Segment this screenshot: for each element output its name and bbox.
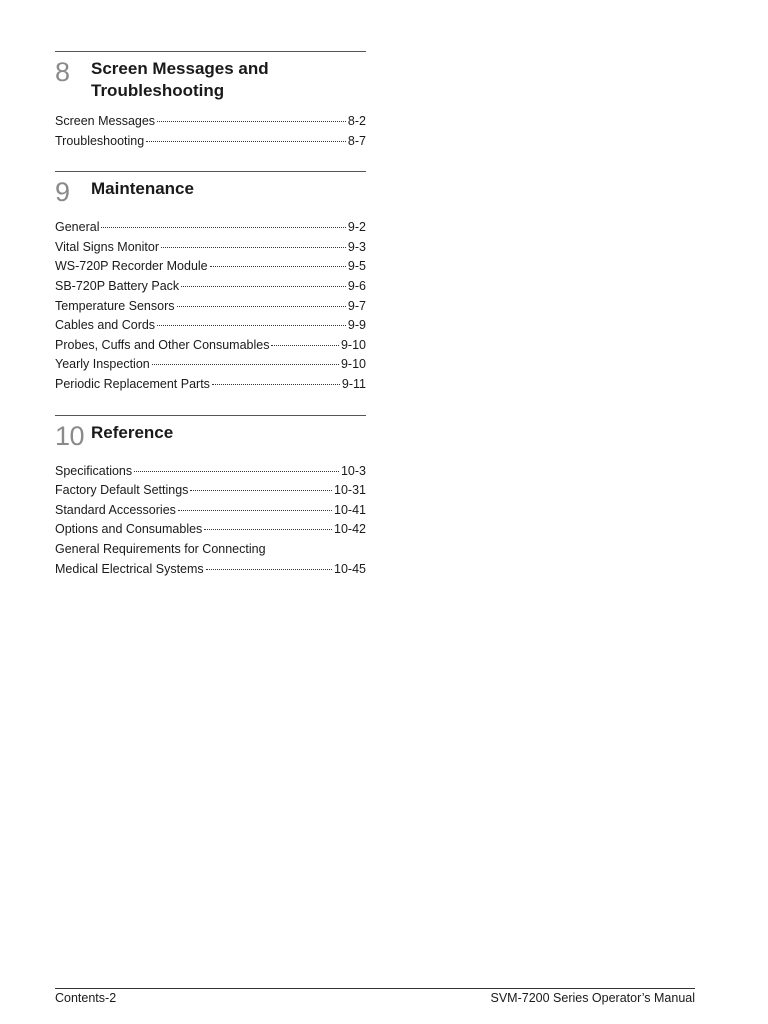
dot-leader [134, 471, 339, 472]
toc-entry-title: Specifications [55, 463, 133, 478]
chapter-number: 8 [55, 57, 70, 87]
chapter-heading [55, 176, 366, 208]
toc-entry-title: General Requirements for Connecting [55, 541, 266, 556]
footer-page-label: Contents-2 [55, 991, 117, 1005]
toc-entry-page: 9-5 [347, 259, 366, 274]
toc-entry-title: Troubleshooting [55, 133, 145, 148]
toc-entry-page: 10-41 [334, 502, 366, 517]
toc-entry[interactable] [55, 481, 366, 501]
toc-entry-multiline[interactable] [55, 540, 366, 579]
toc-entry-title: Yearly Inspection [55, 357, 150, 372]
chapter-divider [55, 415, 366, 416]
dot-leader [271, 345, 339, 346]
dot-leader [146, 141, 346, 142]
toc-entry-title: WS-720P Recorder Module [55, 259, 208, 274]
chapter-10 [55, 415, 366, 580]
toc-entry-page: 8-2 [347, 114, 366, 128]
toc-entry-title: SB-720P Battery Pack [55, 278, 180, 293]
chapter-number: 9 [55, 177, 70, 208]
chapter-heading [55, 420, 366, 452]
chapter-title-line: Troubleshooting [91, 81, 225, 100]
toc-entry-page: 10-42 [334, 522, 366, 537]
dot-leader [210, 266, 346, 267]
toc-entry-title: Standard Accessories [55, 502, 176, 517]
toc-entry-page: 8-7 [347, 133, 366, 148]
chapter-title-line: Screen Messages and [91, 59, 269, 78]
toc-entry-page: 10-31 [334, 483, 366, 498]
chapter-heading [55, 56, 366, 102]
toc-entry[interactable] [55, 238, 366, 258]
toc-entry-page: 9-10 [340, 337, 366, 352]
toc-entry[interactable] [55, 132, 366, 152]
toc-entry[interactable] [55, 355, 366, 375]
toc-entry[interactable] [55, 501, 366, 521]
toc-entry-page: 9-9 [347, 318, 366, 333]
dot-leader [190, 490, 332, 491]
toc-entry-title: Screen Messages [55, 114, 156, 128]
toc-entry[interactable] [55, 375, 366, 395]
dot-leader [181, 286, 346, 287]
chapter-8 [55, 51, 366, 151]
chapter-divider [55, 51, 366, 52]
dot-leader [204, 529, 332, 530]
chapter-9 [55, 171, 366, 394]
toc-entry-page: 9-11 [341, 376, 366, 391]
toc-entry-title: Cables and Cords [55, 318, 156, 333]
footer-manual-title: SVM-7200 Series Operator’s Manual [490, 991, 695, 1005]
toc-entry-page: 9-2 [347, 220, 366, 235]
toc-entry-title: Periodic Replacement Parts [55, 376, 210, 391]
dot-leader [177, 306, 346, 307]
toc-entry[interactable] [55, 297, 366, 317]
dot-leader [161, 247, 346, 248]
toc-entry[interactable] [55, 462, 366, 482]
chapter-number: 10 [55, 420, 85, 451]
toc-entry-title: Temperature Sensors [55, 298, 175, 313]
toc-entry-page: 9-7 [347, 298, 366, 313]
chapter-title [91, 56, 269, 102]
chapter-divider [55, 171, 366, 172]
chapter-title: Maintenance [91, 179, 194, 199]
toc-entry-title: Factory Default Settings [55, 483, 189, 498]
dot-leader [152, 364, 339, 365]
toc-entry-title: Vital Signs Monitor [55, 239, 159, 254]
dot-leader [157, 325, 346, 326]
toc-entry[interactable] [55, 520, 366, 540]
toc-entry[interactable] [55, 257, 366, 277]
toc-entry-page: 9-6 [347, 278, 366, 293]
toc-entry-title: General [55, 220, 100, 235]
toc-entry[interactable] [55, 112, 366, 132]
toc-entry[interactable] [55, 218, 366, 238]
table-of-contents [55, 51, 366, 599]
toc-entry-page: 9-3 [347, 239, 366, 254]
toc-entry-title-continued: Medical Electrical Systems [55, 561, 204, 576]
toc-entry[interactable] [55, 336, 366, 356]
toc-entry-title: Probes, Cuffs and Other Consumables [55, 337, 270, 352]
dot-leader [101, 227, 345, 228]
dot-leader [178, 510, 332, 511]
dot-leader [212, 384, 340, 385]
page-footer [55, 988, 695, 1006]
toc-entry-page: 10-45 [334, 561, 366, 576]
toc-entry[interactable] [55, 316, 366, 336]
chapter-title: Reference [91, 422, 174, 442]
toc-entry-page: 10-3 [340, 463, 366, 478]
toc-entry-title: Options and Consumables [55, 522, 203, 537]
dot-leader [157, 121, 346, 122]
toc-entry-page: 9-10 [340, 357, 366, 372]
dot-leader [206, 569, 332, 570]
toc-entry[interactable] [55, 277, 366, 297]
